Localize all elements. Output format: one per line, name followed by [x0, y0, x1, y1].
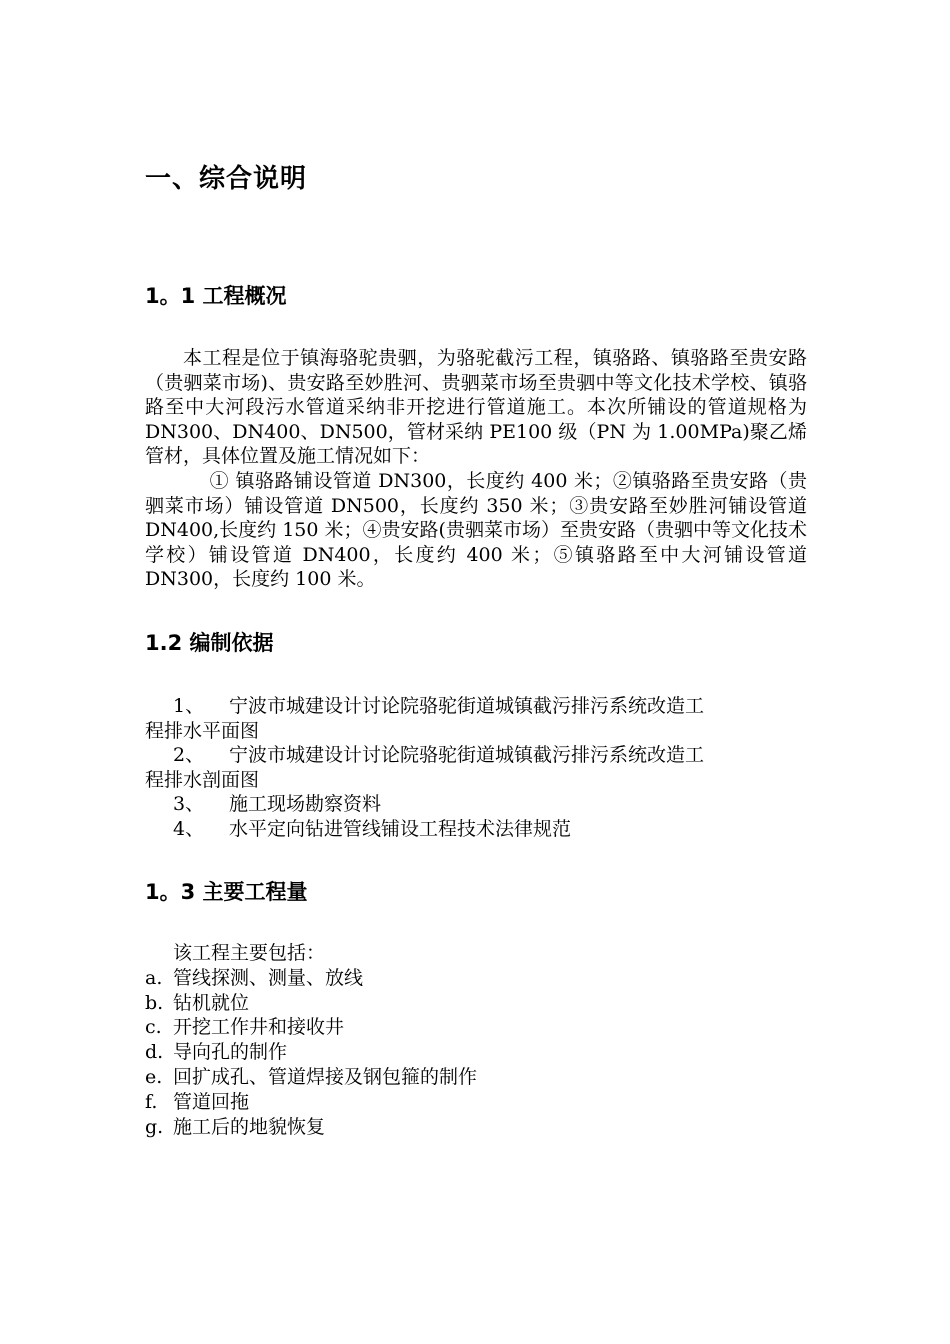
list-item-number: 4、 — [173, 817, 205, 840]
quantities-intro: 该工程主要包括： — [173, 942, 326, 964]
list-item-marker: b. — [145, 991, 164, 1014]
list-item-marker: c. — [145, 1016, 162, 1039]
overview-section-body — [145, 346, 807, 592]
list-item-marker: a. — [145, 966, 163, 989]
list-item — [145, 1015, 807, 1040]
section-heading-quantities: 1。3 主要工程量 — [145, 880, 308, 904]
list-item-text: 导向孔的制作 — [173, 1041, 288, 1064]
list-item-number: 3、 — [173, 793, 205, 816]
section-heading-basis: 1.2 编制依据 — [145, 631, 274, 655]
list-item — [145, 792, 807, 817]
list-item — [145, 966, 807, 991]
list-item — [145, 1040, 807, 1065]
list-item — [145, 991, 807, 1016]
basis-list — [145, 694, 807, 842]
list-item-continuation: 程排水剖面图 — [145, 768, 260, 791]
list-item — [145, 1065, 807, 1090]
overview-paragraph: 本工程是位于镇海骆驼贵驷，为骆驼截污工程，镇骆路、镇骆路至贵安路（贵驷菜市场)、贵安路至妙胜河、贵驷菜市场至贵驷中等文化技术学校、镇骆路至中大河段污水管道采纳非开挖进行管道施工。本次所铺设的管道规格为 DN300、DN400、DN500，管材采纳 PE100 级（PN 为 1.00MPa)聚乙烯管材，具体位置及施工情况如下： — [145, 347, 807, 468]
quantities-list — [145, 941, 807, 1139]
list-item-text: 宁波市城建设计讨论院骆驼街道城镇截污排污系统改造工 — [229, 744, 705, 767]
list-item-number: 2、 — [173, 744, 205, 767]
section-heading-overview: 1。1 工程概况 — [145, 284, 287, 308]
list-item-continuation: 程排水平面图 — [145, 719, 260, 742]
list-item-text: 水平定向钻进管线铺设工程技术法律规范 — [229, 817, 572, 840]
list-item-text: 回扩成孔、管道焊接及钢包箍的制作 — [173, 1065, 478, 1088]
list-item — [145, 1090, 807, 1115]
list-item-marker: e. — [145, 1065, 163, 1088]
page-title: 一、综合说明 — [145, 164, 308, 194]
list-item-marker: f. — [145, 1090, 158, 1113]
list-item-marker: g. — [145, 1115, 164, 1138]
list-item-marker: d. — [145, 1041, 164, 1064]
list-item-text: 管线探测、测量、放线 — [173, 966, 364, 989]
list-item-number: 1、 — [173, 695, 205, 717]
list-item — [145, 694, 807, 743]
list-item-text: 施工现场勘察资料 — [229, 793, 382, 816]
list-item-text: 开挖工作井和接收井 — [173, 1016, 345, 1039]
list-item-text: 施工后的地貌恢复 — [173, 1115, 326, 1138]
list-item — [145, 817, 807, 842]
list-item-text: 宁波市城建设计讨论院骆驼街道城镇截污排污系统改造工 — [229, 695, 705, 717]
list-item-text: 钻机就位 — [173, 991, 250, 1014]
list-item — [145, 743, 807, 792]
overview-pipe-list-paragraph: ① 镇骆路铺设管道 DN300，长度约 400 米；②镇骆路至贵安路（贵驷菜市场）铺设管道 DN500，长度约 350 米；③贵安路至妙胜河铺设管道 DN400,长度约 150 米；④贵安路(贵驷菜市场）至贵安路（贵驷中等文化技术学校）铺设管道 DN400，长度约 400 米；⑤镇骆路至中大河铺设管道 DN300，长度约 100 米。 — [145, 469, 807, 591]
list-item — [145, 1115, 807, 1140]
list-item-text: 管道回拖 — [173, 1090, 250, 1113]
